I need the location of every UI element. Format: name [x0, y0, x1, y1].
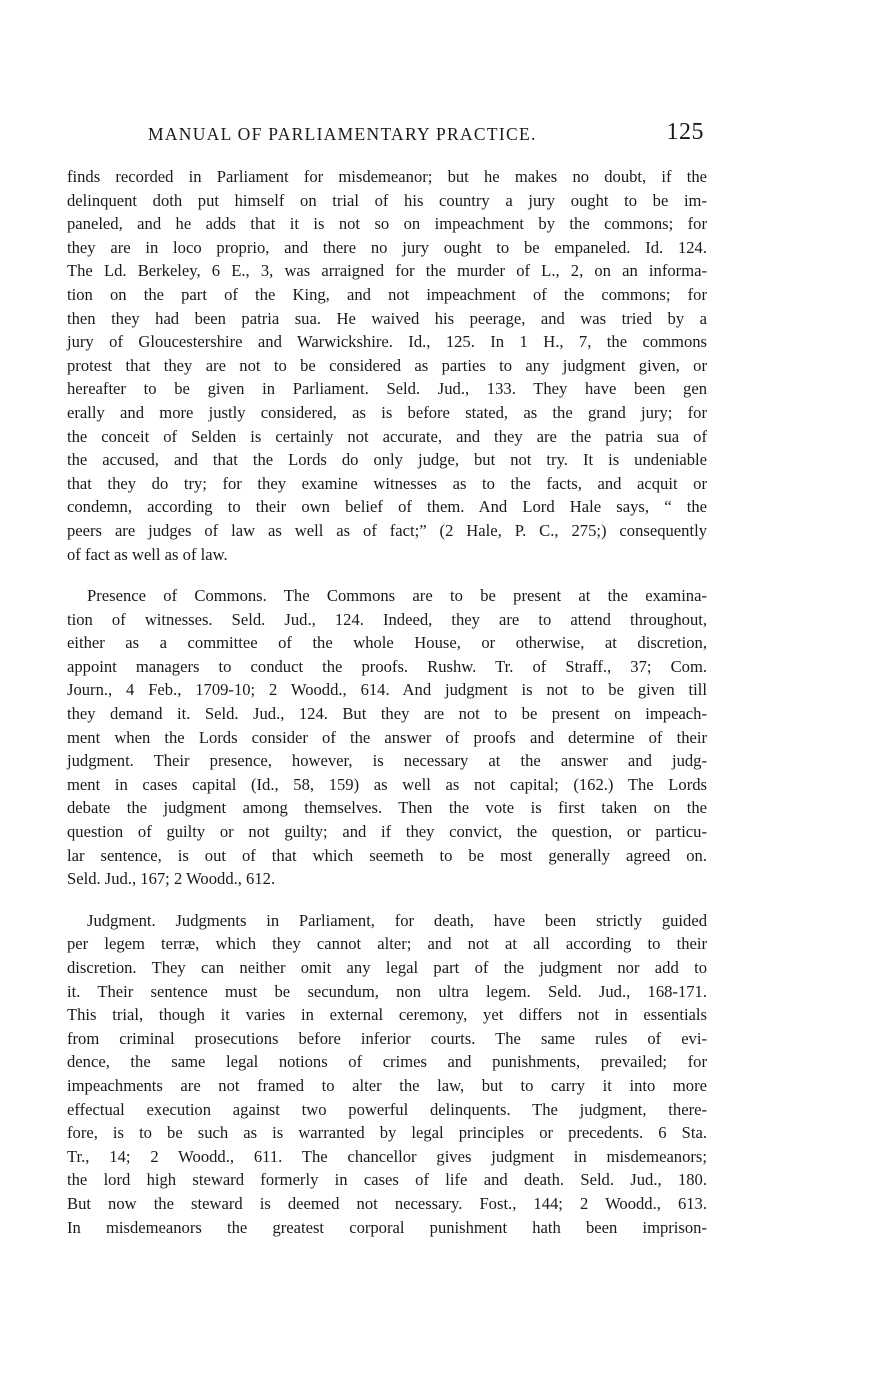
text-line: Presence of Commons. The Commons are to be present at the examina-	[87, 586, 707, 606]
body-text	[67, 165, 707, 1239]
text-line: ment in cases capital (Id., 58, 159) as well as not capital; (162.) The Lords	[67, 774, 707, 794]
text-line: tion on the part of the King, and not impeachment of the commons; for	[67, 284, 707, 304]
running-head	[148, 121, 704, 151]
text-line: effectual execution against two powerful delinquents. The judgment, there-	[67, 1099, 707, 1119]
text-line: the accused, and that the Lords do only judge, but not try. It is undeniable	[67, 450, 707, 470]
text-line: the lord high steward formerly in cases of life and death. Seld. Jud., 180.	[67, 1170, 707, 1190]
text-line: In misdemeanors the greatest corporal punishment hath been imprison-	[67, 1217, 707, 1237]
paragraph-judgment	[67, 909, 707, 1239]
text-line: appoint managers to conduct the proofs. Rushw. Tr. of Straff., 37; Com.	[67, 656, 707, 676]
text-line: then they had been patria sua. He waived his peerage, and was tried by a	[67, 308, 707, 328]
text-line: either as a committee of the whole House, or otherwise, at discretion,	[67, 633, 707, 653]
text-line: question of guilty or not guilty; and if they convict, the question, or particu-	[67, 822, 707, 842]
paragraph-trial-by-peers	[67, 165, 707, 566]
text-line: paneled, and he adds that it is not so on impeachment by the commons; for	[67, 214, 707, 234]
text-line: protest that they are not to be considered as parties to any judgment given, or	[67, 355, 707, 375]
text-line: from criminal prosecutions before inferior courts. The same rules of evi-	[67, 1028, 707, 1048]
text-line: judgment. Their presence, however, is necessary at the answer and judg-	[67, 751, 707, 771]
text-line: tion of witnesses. Seld. Jud., 124. Indeed, they are to attend throughout,	[67, 609, 707, 629]
page-number: 125	[666, 119, 704, 145]
text-line: lar sentence, is out of that which seemeth to be most generally agreed on.	[67, 845, 707, 865]
text-line: delinquent doth put himself on trial of his country a jury ought to be im-	[67, 190, 707, 210]
text-line: it. Their sentence must be secundum, non ultra legem. Seld. Jud., 168-171.	[67, 981, 707, 1001]
text-line: condemn, according to their own belief of them. And Lord Hale says, “ the	[67, 497, 707, 517]
text-line: Seld. Jud., 167; 2 Woodd., 612.	[67, 869, 276, 889]
text-line: Journ., 4 Feb., 1709-10; 2 Woodd., 614. And judgment is not to be given till	[67, 680, 707, 700]
text-line: the conceit of Selden is certainly not accurate, and they are the patria sua of	[67, 426, 707, 446]
text-line: dence, the same legal notions of crimes and punishments, prevailed; for	[67, 1052, 707, 1072]
text-line: But now the steward is deemed not necessary. Fost., 144; 2 Woodd., 613.	[67, 1193, 707, 1213]
text-line: debate the judgment among themselves. Then the vote is first taken on the	[67, 798, 707, 818]
text-line: ment when the Lords consider of the answer of proofs and determine of their	[67, 727, 707, 747]
text-line: they demand it. Seld. Jud., 124. But they are not to be present on impeach-	[67, 704, 707, 724]
text-line: impeachments are not framed to alter the law, but to carry it into more	[67, 1075, 707, 1095]
paragraph-presence-of-commons	[67, 584, 707, 891]
text-line: hereafter to be given in Parliament. Seld. Jud., 133. They have been gen	[67, 379, 707, 399]
text-line: This trial, though it varies in external ceremony, yet differs not in essentials	[67, 1005, 707, 1025]
text-line: jury of Gloucestershire and Warwickshire. Id., 125. In 1 H., 7, the commons	[67, 332, 707, 352]
text-line: Tr., 14; 2 Woodd., 611. The chancellor gives judgment in misdemeanors;	[67, 1146, 707, 1166]
text-line: finds recorded in Parliament for misdemeanor; but he makes no doubt, if the	[67, 167, 707, 186]
text-line: that they do try; for they examine witnesses as to the facts, and acquit or	[67, 473, 707, 493]
text-line: of fact as well as of law.	[67, 544, 228, 564]
text-line: per legem terræ, which they cannot alter; and not at all according to their	[67, 934, 707, 954]
text-line: fore, is to be such as is warranted by legal principles or precedents. 6 Sta.	[67, 1123, 707, 1143]
text-line: The Ld. Berkeley, 6 E., 3, was arraigned for the murder of L., 2, on an informa-	[67, 261, 707, 281]
running-title: MANUAL OF PARLIAMENTARY PRACTICE.	[148, 124, 537, 144]
text-line: discretion. They can neither omit any legal part of the judgment nor add to	[67, 958, 707, 977]
text-line: Judgment. Judgments in Parliament, for death, have been strictly guided	[87, 910, 707, 930]
text-line: peers are judges of law as well as of fact;” (2 Hale, P. C., 275;) consequently	[67, 520, 707, 540]
text-line: erally and more justly considered, as is before stated, as the grand jury; for	[67, 402, 707, 422]
text-line: they are in loco proprio, and there no jury ought to be empaneled. Id. 124.	[67, 237, 707, 257]
